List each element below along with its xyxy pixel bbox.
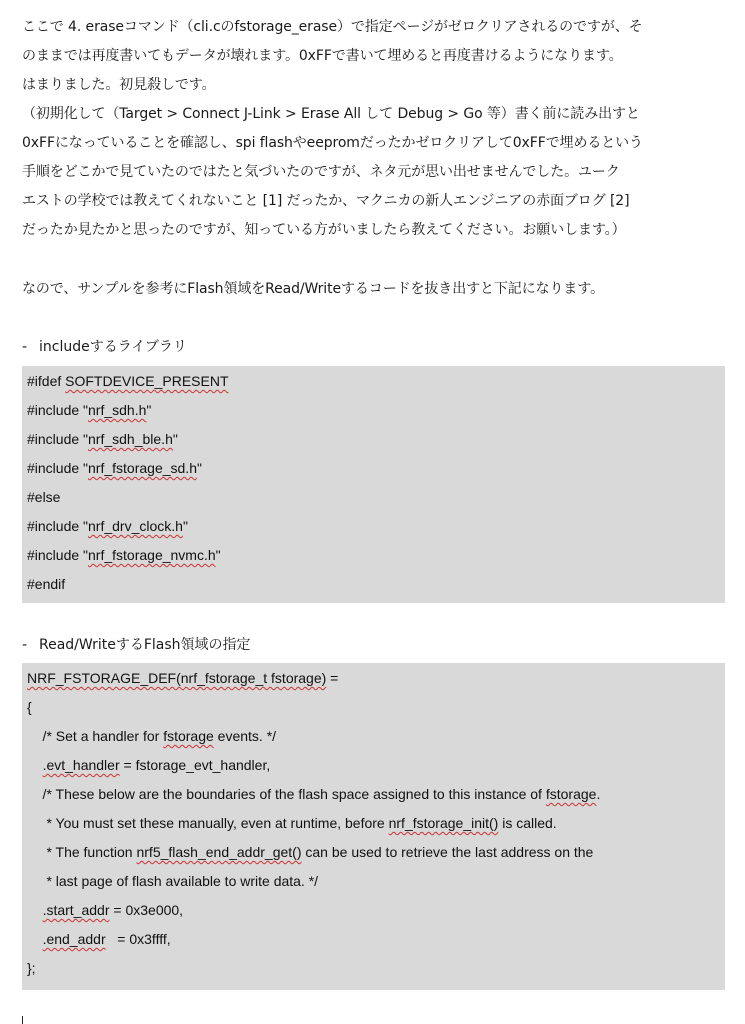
code-text: ": [146, 402, 152, 418]
spellcheck-underlined-text: nrf_drv_clock.h: [88, 518, 183, 534]
code-line: [22, 838, 725, 867]
code-line: [22, 664, 725, 693]
bullet-dash: -: [22, 339, 28, 355]
spellcheck-underlined-text: nrf_sdh_ble.h: [88, 431, 173, 447]
code-text: = 0x3e000,: [109, 902, 184, 918]
code-text: * You must set these manually, even at runtime, before: [27, 815, 389, 831]
spellcheck-underlined-text: SOFTDEVICE_PRESENT: [65, 373, 229, 389]
code-text: ": [196, 460, 202, 476]
code-line: [22, 570, 725, 599]
code-text: #include ": [27, 518, 89, 534]
code-text: /* Set a handler for: [27, 728, 164, 744]
section-heading-flash-region: [22, 631, 251, 660]
code-text: #include ": [27, 431, 89, 447]
code-text: #include ": [27, 402, 89, 418]
intro-paragraph: [22, 13, 734, 245]
code-line: [22, 483, 725, 512]
code-text: #endif: [27, 576, 66, 592]
text-line: はまりました。初見殺しです。: [22, 77, 216, 93]
text-line: だったか見たかと思ったのですが、知っている方がいましたら教えてください。お願いします。）: [22, 222, 626, 238]
code-line: [22, 512, 725, 541]
code-text: is called.: [498, 815, 557, 831]
code-text: ": [172, 431, 178, 447]
code-text: {: [27, 699, 32, 715]
text-line: 手順をどこかで見ていたのではたと気づいたのですが、ネタ元が思い出せませんでした。ユーク: [22, 164, 620, 180]
code-text: = 0x3ffff,: [105, 931, 171, 947]
code-block-includes: [22, 366, 725, 603]
code-text: events. */: [213, 728, 277, 744]
spellcheck-underlined-text: nrf_sdh.h: [88, 402, 147, 418]
code-line: [22, 722, 725, 751]
code-text: .: [596, 786, 601, 802]
code-text: ": [182, 518, 188, 534]
spellcheck-underlined-text: nrf5_flash_end_addr_get(): [136, 844, 302, 860]
code-line: [22, 809, 725, 838]
code-line: [22, 367, 725, 396]
code-text: * The function: [27, 844, 137, 860]
code-line: [22, 396, 725, 425]
sample-note: [22, 275, 734, 304]
section-heading-includes: [22, 333, 187, 362]
code-line: [22, 954, 725, 983]
spellcheck-underlined-text: nrf_fstorage_sd.h: [88, 460, 197, 476]
code-text: * last page of flash available to write data. */: [27, 873, 319, 889]
code-line: [22, 867, 725, 896]
text-line: なので、サンプルを参考にFlash領域をRead/Writeするコードを抜き出すと下記になります。: [22, 281, 604, 297]
text-line: 0xFFになっていることを確認し、spi flashやeepromだったかゼロクリアして0xFFで埋めるという: [22, 135, 643, 151]
code-line: [22, 925, 725, 954]
code-line: [22, 541, 725, 570]
code-text: /* These below are the boundaries of the flash space assigned to this instance of: [27, 786, 546, 802]
spellcheck-underlined-text: .start_addr: [42, 902, 110, 918]
code-line: [22, 454, 725, 483]
code-text: =: [326, 670, 339, 686]
code-text: [27, 902, 43, 918]
spellcheck-underlined-text: nrf_fstorage_init(): [388, 815, 499, 831]
spellcheck-underlined-text: fstorage: [545, 786, 597, 802]
spellcheck-underlined-text: NRF_FSTORAGE_DEF(nrf_fstorage_t fstorage): [27, 670, 327, 686]
code-text: #include ": [27, 547, 89, 563]
code-text: #include ": [27, 460, 89, 476]
text-cursor: [22, 1016, 23, 1024]
code-text: ": [215, 547, 221, 563]
code-text: = fstorage_evt_handler,: [119, 757, 271, 773]
text-line: エストの学校では教えてくれないこと [1] だったか、マクニカの新人エンジニアの赤面ブログ [2]: [22, 193, 630, 209]
spellcheck-underlined-text: nrf_fstorage_nvmc.h: [88, 547, 216, 563]
code-line: [22, 896, 725, 925]
code-line: [22, 751, 725, 780]
code-text: can be used to retrieve the last address on the: [301, 844, 594, 860]
code-text: [27, 757, 43, 773]
bullet-dash: -: [22, 637, 28, 653]
text-line: （初期化して（Target > Connect J-Link > Erase All して Debug > Go 等）書く前に読み出すと: [22, 106, 640, 122]
code-line: [22, 425, 725, 454]
spellcheck-underlined-text: .evt_handler: [42, 757, 120, 773]
section-title: includeするライブラリ: [39, 339, 187, 355]
code-text: };: [27, 960, 36, 976]
code-line: [22, 693, 725, 722]
code-text: #else: [27, 489, 61, 505]
text-line: ここで 4. eraseコマンド（cli.cのfstorage_erase）で指定ページがゼロクリアされるのですが、そ: [22, 19, 643, 35]
code-block-fstorage-def: [22, 663, 725, 990]
code-text: #ifdef: [27, 373, 66, 389]
spellcheck-underlined-text: .end_addr: [42, 931, 106, 947]
text-line: のままでは再度書いてもデータが壊れます。0xFFで書いて埋めると再度書けるようになります。: [22, 48, 623, 64]
section-title: Read/WriteするFlash領域の指定: [39, 637, 251, 653]
code-line: [22, 780, 725, 809]
spellcheck-underlined-text: fstorage: [163, 728, 214, 744]
code-text: [27, 931, 43, 947]
